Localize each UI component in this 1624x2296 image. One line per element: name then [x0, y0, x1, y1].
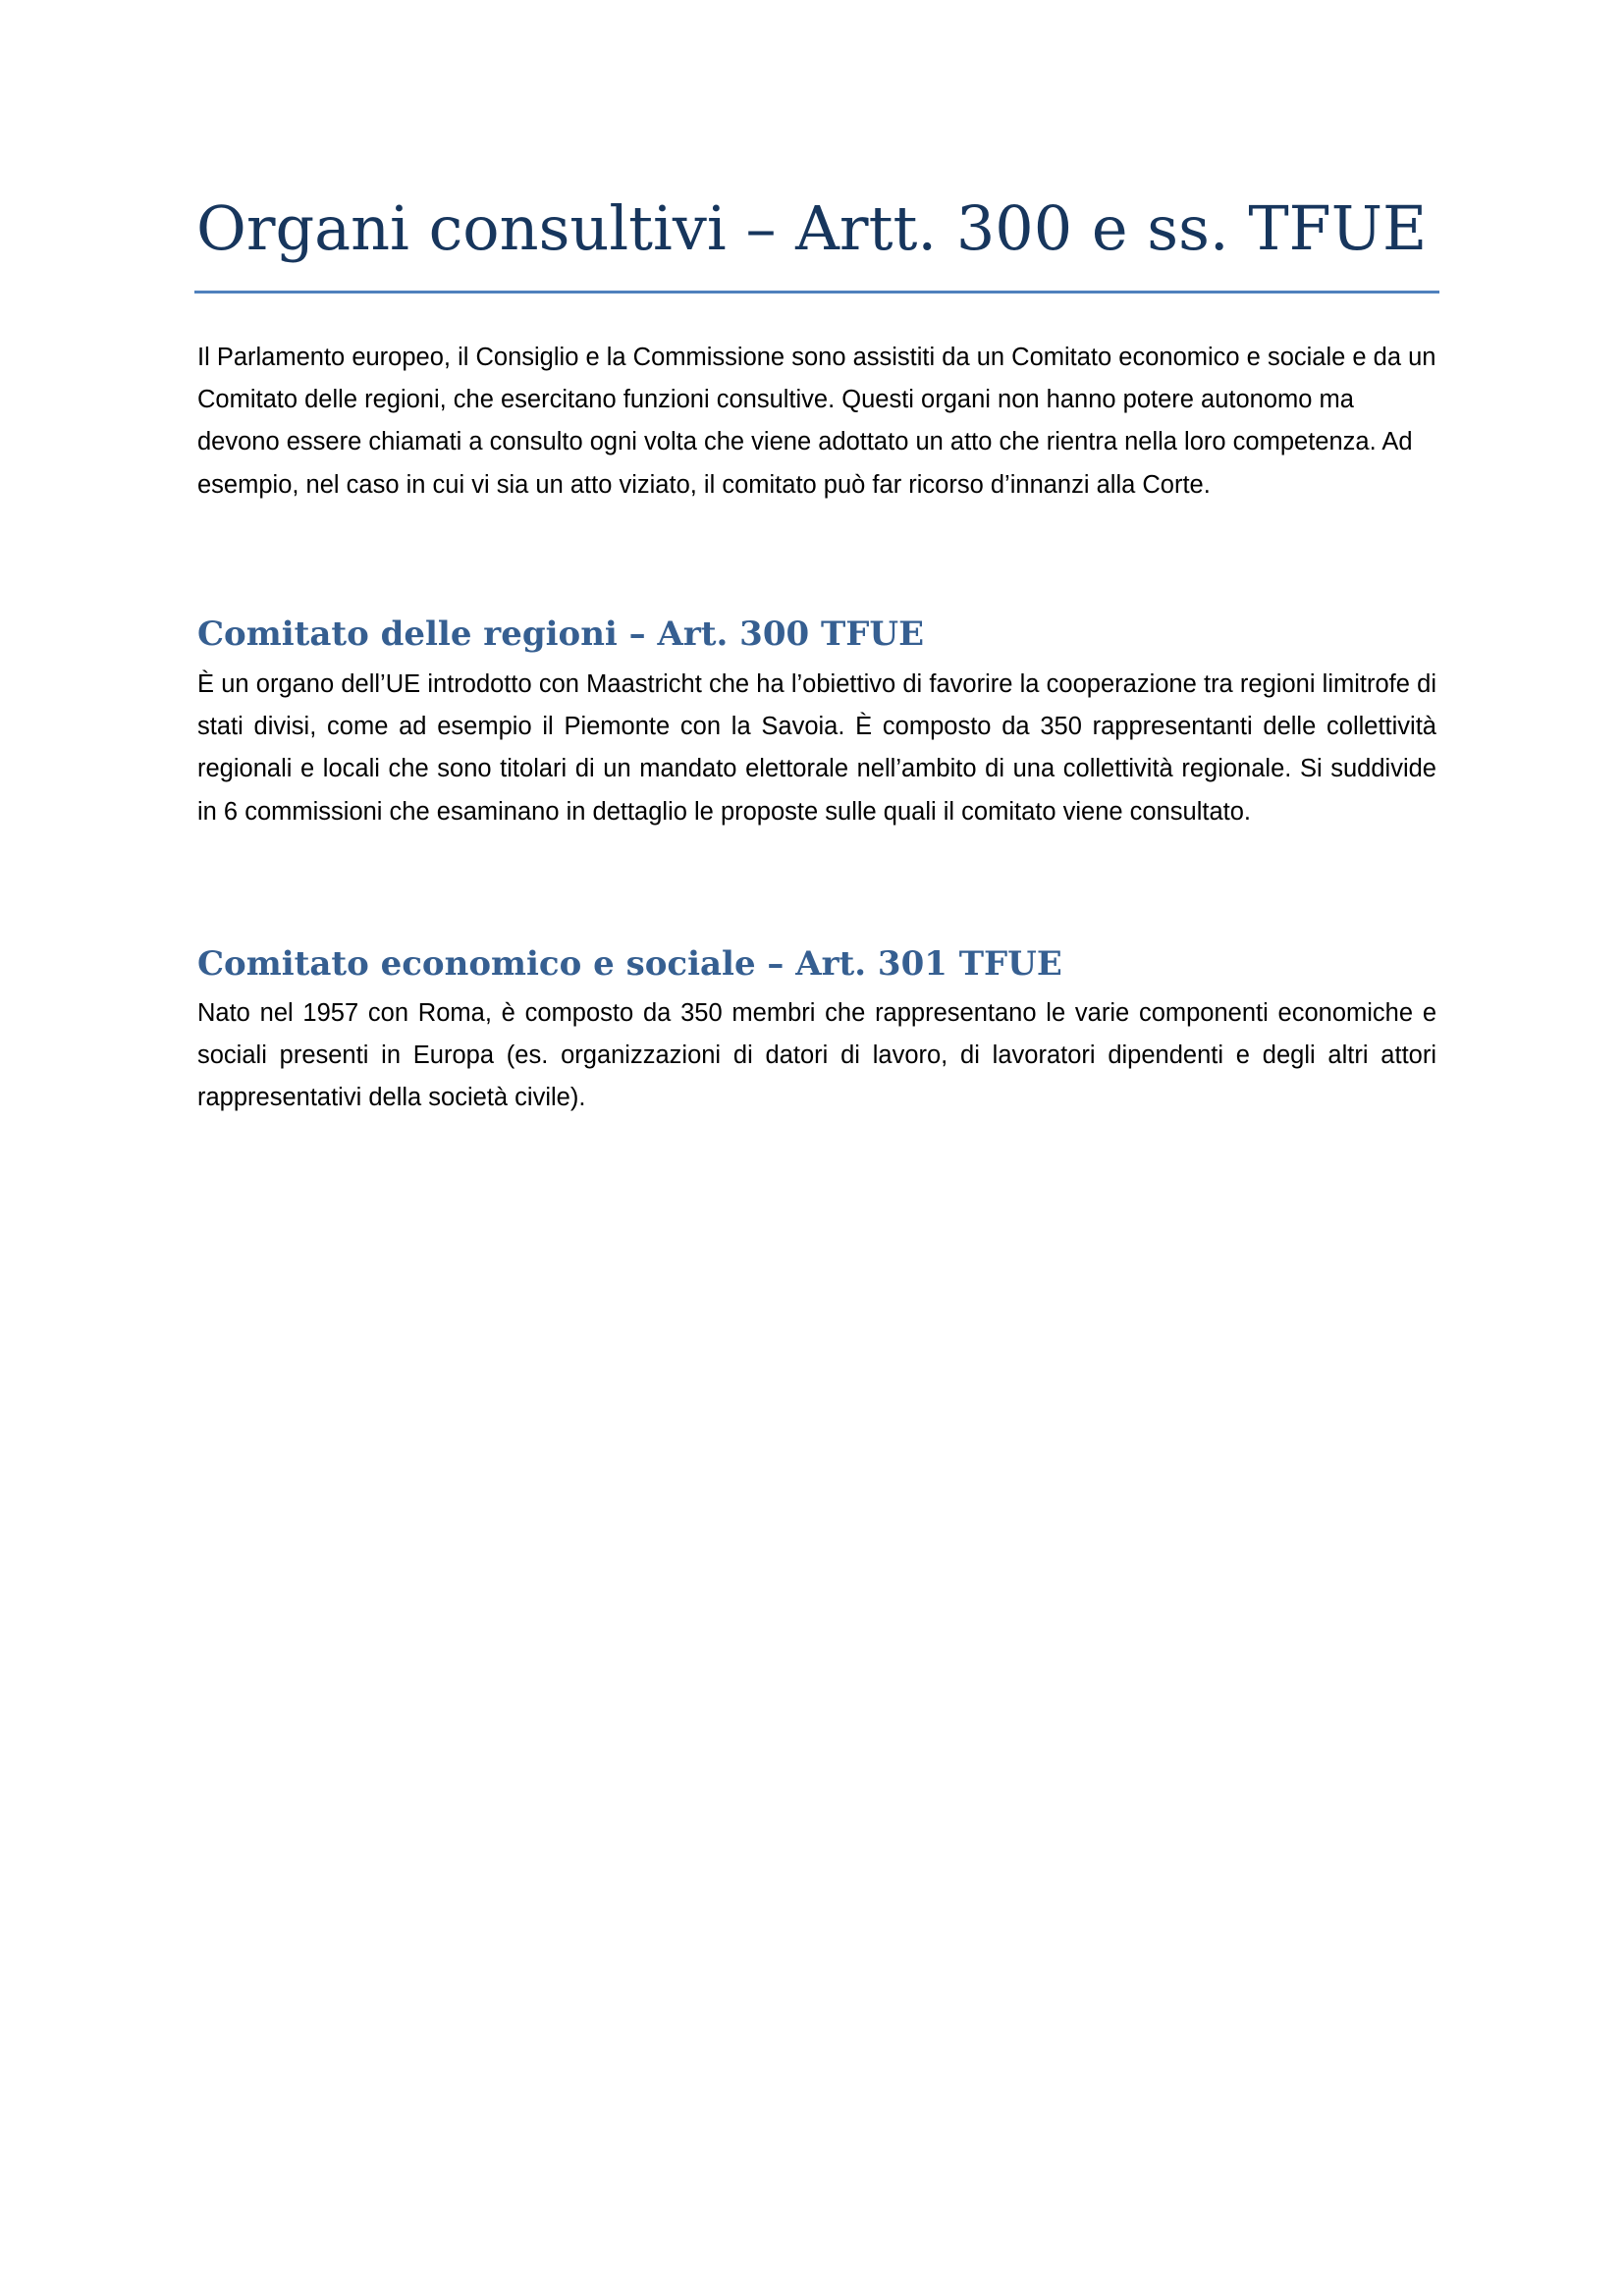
- intro-paragraph: Il Parlamento europeo, il Consiglio e la Commissione sono assistiti da un Comitato economico e sociale e da un Comitato delle regioni, che esercitano funzioni consultive. Questi organi non hanno potere autonomo ma devono essere chiamati a consulto ogni volta che viene adottato un atto che rientra nella loro competenza. Ad esempio, nel caso in cui vi sia un atto viziato, il comitato può far ricorso d’innanzi alla Corte.: [197, 344, 1436, 499]
- page-title: Organi consultivi – Artt. 300 e ss. TFUE: [196, 192, 1428, 264]
- title-underline: [194, 291, 1439, 294]
- section-heading-regioni: Comitato delle regioni – Art. 300 TFUE: [197, 614, 924, 654]
- section-body-economico-sociale: Nato nel 1957 con Roma, è composto da 350 membri che rappresentano le varie componenti economiche e sociali presenti in Europa (es. organizzazioni di datori di lavoro, di lavoratori dipendenti e degli altri attori rappresentativi della società civile).: [197, 999, 1436, 1112]
- section-heading-economico-sociale: Comitato economico e sociale – Art. 301 TFUE: [197, 944, 1062, 984]
- section-body-regioni: È un organo dell’UE introdotto con Maastricht che ha l’obiettivo di favorire la cooperazione tra regioni limitrofe di stati divisi, come ad esempio il Piemonte con la Savoia. È composto da 350 rappresentanti delle collettività regionali e locali che sono titolari di un mandato elettorale nell’ambito di una collettività regionale. Si suddivide in 6 commissioni che esaminano in dettaglio le proposte sulle quali il comitato viene consultato.: [197, 670, 1436, 826]
